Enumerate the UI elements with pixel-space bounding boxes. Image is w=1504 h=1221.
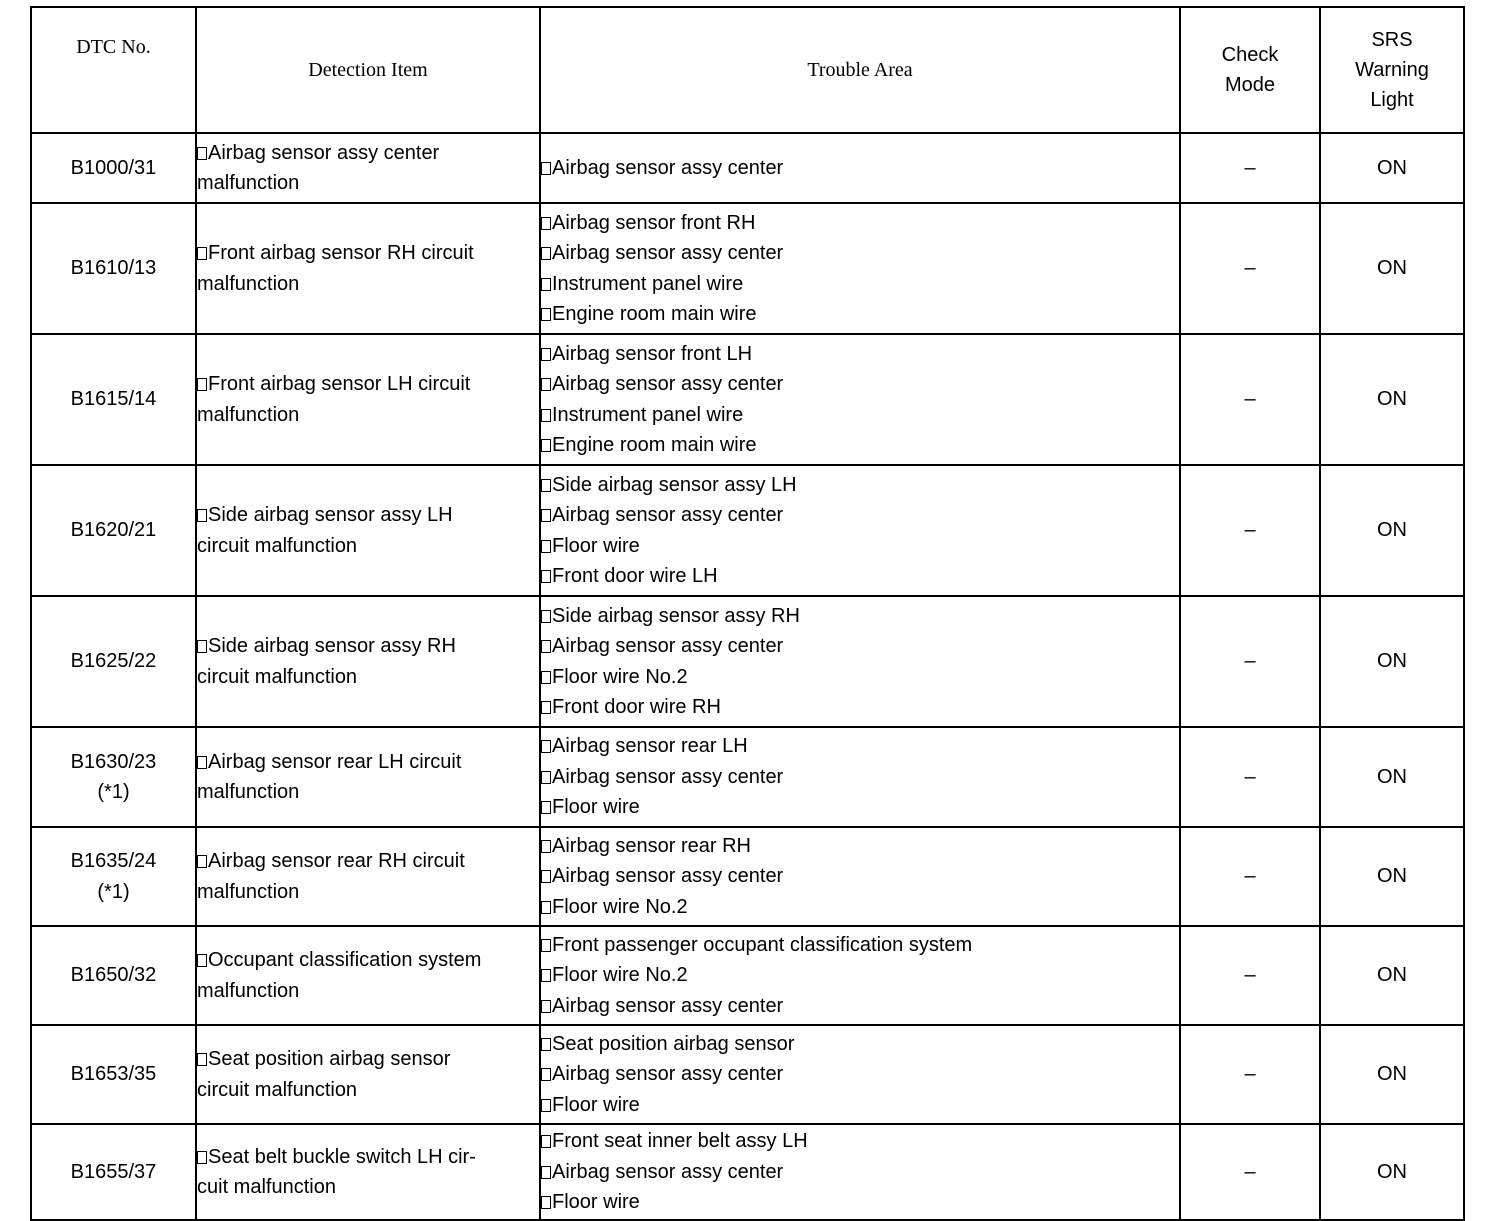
- dtc-code: B1653/35: [70, 1063, 157, 1086]
- trouble-area-text: Side airbag sensor assy RH: [552, 604, 800, 627]
- table-row: [31, 133, 1464, 203]
- trouble-area-item: [541, 1059, 1179, 1090]
- trouble-area-item: [541, 561, 1179, 592]
- checkbox-bullet-icon: [541, 939, 551, 952]
- trouble-area-item: [541, 960, 1179, 991]
- header-detection-item-label: Detection Item: [308, 58, 428, 81]
- srs-warning-light-cell: [1320, 1124, 1464, 1220]
- checkbox-bullet-icon: [541, 308, 551, 321]
- srs-warning-light-cell: [1320, 827, 1464, 926]
- dtc-code-cell: [31, 203, 196, 334]
- table-row: [31, 727, 1464, 827]
- checkbox-bullet-icon: [541, 348, 551, 361]
- trouble-area-item: [541, 1029, 1179, 1060]
- table-row: [31, 334, 1464, 465]
- checkbox-bullet-icon: [541, 479, 551, 492]
- checkbox-bullet-icon: [197, 509, 207, 522]
- detection-item-text: Airbag sensor rear RH circuit: [208, 850, 465, 872]
- checkbox-bullet-icon: [541, 840, 551, 853]
- detection-item-text: cuit malfunction: [197, 1176, 336, 1198]
- trouble-area-text: Airbag sensor rear RH: [552, 834, 751, 857]
- srs-warning-light-cell: [1320, 596, 1464, 727]
- trouble-area-text: Front door wire RH: [552, 696, 721, 718]
- checkbox-bullet-icon: [197, 1151, 207, 1164]
- trouble-area-item: [541, 792, 1179, 823]
- trouble-area-text: Seat position airbag sensor: [552, 1032, 795, 1055]
- trouble-area-item: [541, 153, 1179, 184]
- header-check-mode-line: Mode: [1224, 74, 1276, 96]
- header-trouble-area: [540, 7, 1180, 133]
- header-detection-item: [196, 7, 540, 133]
- trouble-area-item: [541, 369, 1179, 400]
- detection-item-cell: [196, 334, 540, 465]
- srs-warning-light-cell: [1320, 203, 1464, 334]
- trouble-area-text: Engine room main wire: [552, 303, 757, 325]
- srs-warning-light-value: ON: [1377, 1160, 1407, 1183]
- dtc-code: B1625/22: [70, 650, 157, 673]
- trouble-area-text: Side airbag sensor assy LH: [552, 473, 797, 496]
- trouble-area-text: Floor wire No.2: [552, 665, 688, 688]
- checkbox-bullet-icon: [541, 901, 551, 914]
- check-mode-value: –: [1244, 1160, 1256, 1183]
- trouble-area-cell: [540, 926, 1180, 1025]
- dtc-code: B1635/24: [70, 850, 157, 872]
- detection-item-text: Front airbag sensor RH circuit: [208, 242, 474, 264]
- checkbox-bullet-icon: [541, 1166, 551, 1179]
- header-check-mode: [1180, 7, 1320, 133]
- detection-item-cell: [196, 827, 540, 926]
- trouble-area-text: Airbag sensor assy center: [552, 373, 784, 395]
- trouble-area-item: [541, 762, 1179, 793]
- dtc-code: B1630/23: [70, 750, 157, 773]
- srs-warning-light-value: ON: [1377, 650, 1407, 673]
- trouble-area-text: Airbag sensor assy center: [552, 1063, 784, 1086]
- dtc-code-cell: [31, 334, 196, 465]
- trouble-area-cell: [540, 596, 1180, 727]
- detection-item-text: circuit malfunction: [197, 665, 358, 688]
- check-mode-cell: [1180, 1025, 1320, 1124]
- trouble-area-item: [541, 1090, 1179, 1121]
- trouble-area-text: Instrument panel wire: [552, 272, 744, 295]
- srs-warning-light-value: ON: [1377, 519, 1407, 542]
- header-srs-warning-light: [1320, 7, 1464, 133]
- checkbox-bullet-icon: [197, 640, 207, 653]
- checkbox-bullet-icon: [541, 247, 551, 260]
- detection-item-text: malfunction: [197, 172, 300, 194]
- checkbox-bullet-icon: [541, 570, 551, 583]
- check-mode-cell: [1180, 334, 1320, 465]
- trouble-area-text: Engine room main wire: [552, 434, 757, 456]
- trouble-area-text: Floor wire No.2: [552, 964, 688, 987]
- header-srs-line: Light: [1370, 89, 1414, 111]
- check-mode-cell: [1180, 203, 1320, 334]
- trouble-area-text: Airbag sensor front RH: [552, 211, 756, 234]
- check-mode-value: –: [1244, 650, 1256, 673]
- dtc-table-body: [31, 133, 1464, 1220]
- check-mode-value: –: [1244, 257, 1256, 280]
- checkbox-bullet-icon: [541, 1099, 551, 1112]
- dtc-code-cell: [31, 596, 196, 727]
- detection-item-text: malfunction: [197, 781, 300, 803]
- trouble-area-text: Floor wire: [552, 796, 640, 819]
- trouble-area-cell: [540, 827, 1180, 926]
- trouble-area-item: [541, 991, 1179, 1022]
- trouble-area-text: Airbag sensor assy center: [552, 504, 784, 526]
- checkbox-bullet-icon: [541, 509, 551, 522]
- checkbox-bullet-icon: [541, 1068, 551, 1081]
- checkbox-bullet-icon: [197, 855, 207, 868]
- check-mode-cell: [1180, 827, 1320, 926]
- dtc-code: (*1): [97, 781, 130, 803]
- detection-item-text: Side airbag sensor assy LH: [208, 504, 453, 526]
- checkbox-bullet-icon: [541, 640, 551, 653]
- trouble-area-text: Airbag sensor rear LH: [552, 735, 748, 758]
- trouble-area-text: Airbag sensor assy center: [552, 156, 784, 179]
- checkbox-bullet-icon: [541, 671, 551, 684]
- srs-warning-light-cell: [1320, 465, 1464, 596]
- checkbox-bullet-icon: [541, 278, 551, 291]
- checkbox-bullet-icon: [541, 1196, 551, 1209]
- trouble-area-cell: [540, 1025, 1180, 1124]
- srs-warning-light-value: ON: [1377, 765, 1407, 788]
- dtc-code-cell: [31, 1124, 196, 1220]
- dtc-code: B1000/31: [70, 156, 157, 179]
- detection-item-cell: [196, 727, 540, 827]
- trouble-area-item: [541, 731, 1179, 762]
- trouble-area-item: [541, 208, 1179, 239]
- checkbox-bullet-icon: [541, 1000, 551, 1013]
- trouble-area-item: [541, 238, 1179, 269]
- trouble-area-text: Floor wire No.2: [552, 895, 688, 918]
- dtc-code-cell: [31, 465, 196, 596]
- srs-warning-light-cell: [1320, 727, 1464, 827]
- checkbox-bullet-icon: [197, 954, 207, 967]
- dtc-code-cell: [31, 926, 196, 1025]
- table-row: [31, 827, 1464, 926]
- check-mode-value: –: [1244, 1063, 1256, 1086]
- detection-item-cell: [196, 1025, 540, 1124]
- detection-item-text: Airbag sensor assy center: [208, 141, 440, 164]
- checkbox-bullet-icon: [541, 870, 551, 883]
- trouble-area-text: Front passenger occupant classification system: [552, 933, 973, 956]
- trouble-area-item: [541, 1157, 1179, 1188]
- checkbox-bullet-icon: [541, 771, 551, 784]
- header-row: [31, 7, 1464, 133]
- dtc-code: B1655/37: [70, 1160, 157, 1183]
- trouble-area-item: [541, 299, 1179, 330]
- trouble-area-item: [541, 662, 1179, 693]
- detection-item-cell: [196, 465, 540, 596]
- dtc-code-cell: [31, 727, 196, 827]
- trouble-area-text: Airbag sensor assy center: [552, 765, 784, 788]
- header-srs-line: SRS: [1371, 29, 1413, 51]
- table-row: [31, 203, 1464, 334]
- dtc-table: [30, 6, 1465, 1221]
- trouble-area-item: [541, 861, 1179, 892]
- detection-item-text: malfunction: [197, 403, 300, 426]
- dtc-code-cell: [31, 1025, 196, 1124]
- detection-item-cell: [196, 203, 540, 334]
- trouble-area-cell: [540, 334, 1180, 465]
- table-row: [31, 1025, 1464, 1124]
- checkbox-bullet-icon: [541, 1038, 551, 1051]
- trouble-area-item: [541, 339, 1179, 370]
- checkbox-bullet-icon: [197, 378, 207, 391]
- srs-warning-light-cell: [1320, 334, 1464, 465]
- trouble-area-item: [541, 470, 1179, 501]
- check-mode-cell: [1180, 926, 1320, 1025]
- checkbox-bullet-icon: [541, 378, 551, 391]
- table-row: [31, 596, 1464, 727]
- srs-warning-light-cell: [1320, 133, 1464, 203]
- detection-item-text: malfunction: [197, 979, 300, 1002]
- check-mode-cell: [1180, 727, 1320, 827]
- trouble-area-text: Floor wire: [552, 1191, 640, 1214]
- trouble-area-text: Airbag sensor front LH: [552, 342, 753, 365]
- trouble-area-text: Airbag sensor assy center: [552, 1160, 784, 1183]
- dtc-code: B1615/14: [70, 388, 157, 411]
- checkbox-bullet-icon: [197, 247, 207, 260]
- srs-warning-light-value: ON: [1377, 156, 1407, 179]
- trouble-area-item: [541, 692, 1179, 723]
- table-row: [31, 1124, 1464, 1220]
- srs-warning-light-value: ON: [1377, 865, 1407, 888]
- trouble-area-text: Airbag sensor assy center: [552, 635, 784, 657]
- table-row: [31, 926, 1464, 1025]
- check-mode-value: –: [1244, 765, 1256, 788]
- trouble-area-text: Airbag sensor assy center: [552, 994, 784, 1017]
- trouble-area-item: [541, 400, 1179, 431]
- detection-item-text: Side airbag sensor assy RH: [208, 635, 456, 657]
- trouble-area-cell: [540, 133, 1180, 203]
- srs-warning-light-value: ON: [1377, 964, 1407, 987]
- trouble-area-text: Floor wire: [552, 534, 640, 557]
- srs-warning-light-cell: [1320, 1025, 1464, 1124]
- trouble-area-text: Airbag sensor assy center: [552, 242, 784, 264]
- detection-item-text: Seat belt buckle switch LH cir-: [208, 1145, 476, 1168]
- trouble-area-item: [541, 269, 1179, 300]
- header-check-mode-line: Check: [1221, 44, 1279, 66]
- check-mode-cell: [1180, 465, 1320, 596]
- trouble-area-item: [541, 892, 1179, 923]
- trouble-area-item: [541, 500, 1179, 531]
- srs-warning-light-value: ON: [1377, 257, 1407, 280]
- header-dtc-no-label: DTC No.: [76, 36, 151, 58]
- checkbox-bullet-icon: [197, 147, 207, 160]
- dtc-code: B1620/21: [70, 519, 157, 542]
- detection-item-cell: [196, 1124, 540, 1220]
- detection-item-text: Occupant classification system: [208, 949, 482, 971]
- check-mode-cell: [1180, 596, 1320, 727]
- checkbox-bullet-icon: [197, 756, 207, 769]
- trouble-area-cell: [540, 465, 1180, 596]
- check-mode-cell: [1180, 1124, 1320, 1220]
- trouble-area-item: [541, 430, 1179, 461]
- detection-item-text: circuit malfunction: [197, 1078, 358, 1101]
- trouble-area-item: [541, 631, 1179, 662]
- checkbox-bullet-icon: [541, 162, 551, 175]
- dtc-code: B1610/13: [70, 257, 157, 280]
- check-mode-value: –: [1244, 964, 1256, 987]
- checkbox-bullet-icon: [541, 409, 551, 422]
- srs-warning-light-value: ON: [1377, 1063, 1407, 1086]
- trouble-area-text: Floor wire: [552, 1093, 640, 1116]
- checkbox-bullet-icon: [541, 439, 551, 452]
- detection-item-text: Front airbag sensor LH circuit: [208, 373, 471, 395]
- checkbox-bullet-icon: [541, 540, 551, 553]
- trouble-area-item: [541, 531, 1179, 562]
- trouble-area-item: [541, 930, 1179, 961]
- trouble-area-text: Front seat inner belt assy LH: [552, 1130, 808, 1153]
- checkbox-bullet-icon: [541, 701, 551, 714]
- checkbox-bullet-icon: [541, 1135, 551, 1148]
- trouble-area-text: Front door wire LH: [552, 565, 718, 587]
- trouble-area-cell: [540, 727, 1180, 827]
- header-srs-line: Warning: [1355, 59, 1429, 81]
- trouble-area-text: Airbag sensor assy center: [552, 865, 784, 888]
- check-mode-value: –: [1244, 865, 1256, 888]
- checkbox-bullet-icon: [541, 740, 551, 753]
- header-dtc-no: [31, 7, 196, 133]
- trouble-area-item: [541, 601, 1179, 632]
- detection-item-cell: [196, 926, 540, 1025]
- check-mode-value: –: [1244, 519, 1256, 542]
- checkbox-bullet-icon: [197, 1053, 207, 1066]
- check-mode-cell: [1180, 133, 1320, 203]
- trouble-area-item: [541, 1187, 1179, 1218]
- trouble-area-cell: [540, 203, 1180, 334]
- detection-item-text: circuit malfunction: [197, 534, 358, 557]
- trouble-area-item: [541, 1126, 1179, 1157]
- checkbox-bullet-icon: [541, 801, 551, 814]
- trouble-area-cell: [540, 1124, 1180, 1220]
- detection-item-text: Seat position airbag sensor: [208, 1048, 451, 1070]
- check-mode-value: –: [1244, 388, 1256, 411]
- detection-item-cell: [196, 133, 540, 203]
- trouble-area-text: Instrument panel wire: [552, 403, 744, 426]
- detection-item-text: malfunction: [197, 272, 300, 295]
- detection-item-cell: [196, 596, 540, 727]
- checkbox-bullet-icon: [541, 610, 551, 623]
- dtc-code: (*1): [97, 880, 130, 903]
- checkbox-bullet-icon: [541, 969, 551, 982]
- dtc-code-cell: [31, 133, 196, 203]
- check-mode-value: –: [1244, 156, 1256, 179]
- header-trouble-area-label: Trouble Area: [807, 58, 913, 81]
- detection-item-text: malfunction: [197, 880, 300, 903]
- srs-warning-light-cell: [1320, 926, 1464, 1025]
- checkbox-bullet-icon: [541, 217, 551, 230]
- detection-item-text: Airbag sensor rear LH circuit: [208, 750, 462, 773]
- trouble-area-item: [541, 831, 1179, 862]
- dtc-code: B1650/32: [70, 964, 157, 987]
- table-row: [31, 465, 1464, 596]
- dtc-code-cell: [31, 827, 196, 926]
- srs-warning-light-value: ON: [1377, 388, 1407, 411]
